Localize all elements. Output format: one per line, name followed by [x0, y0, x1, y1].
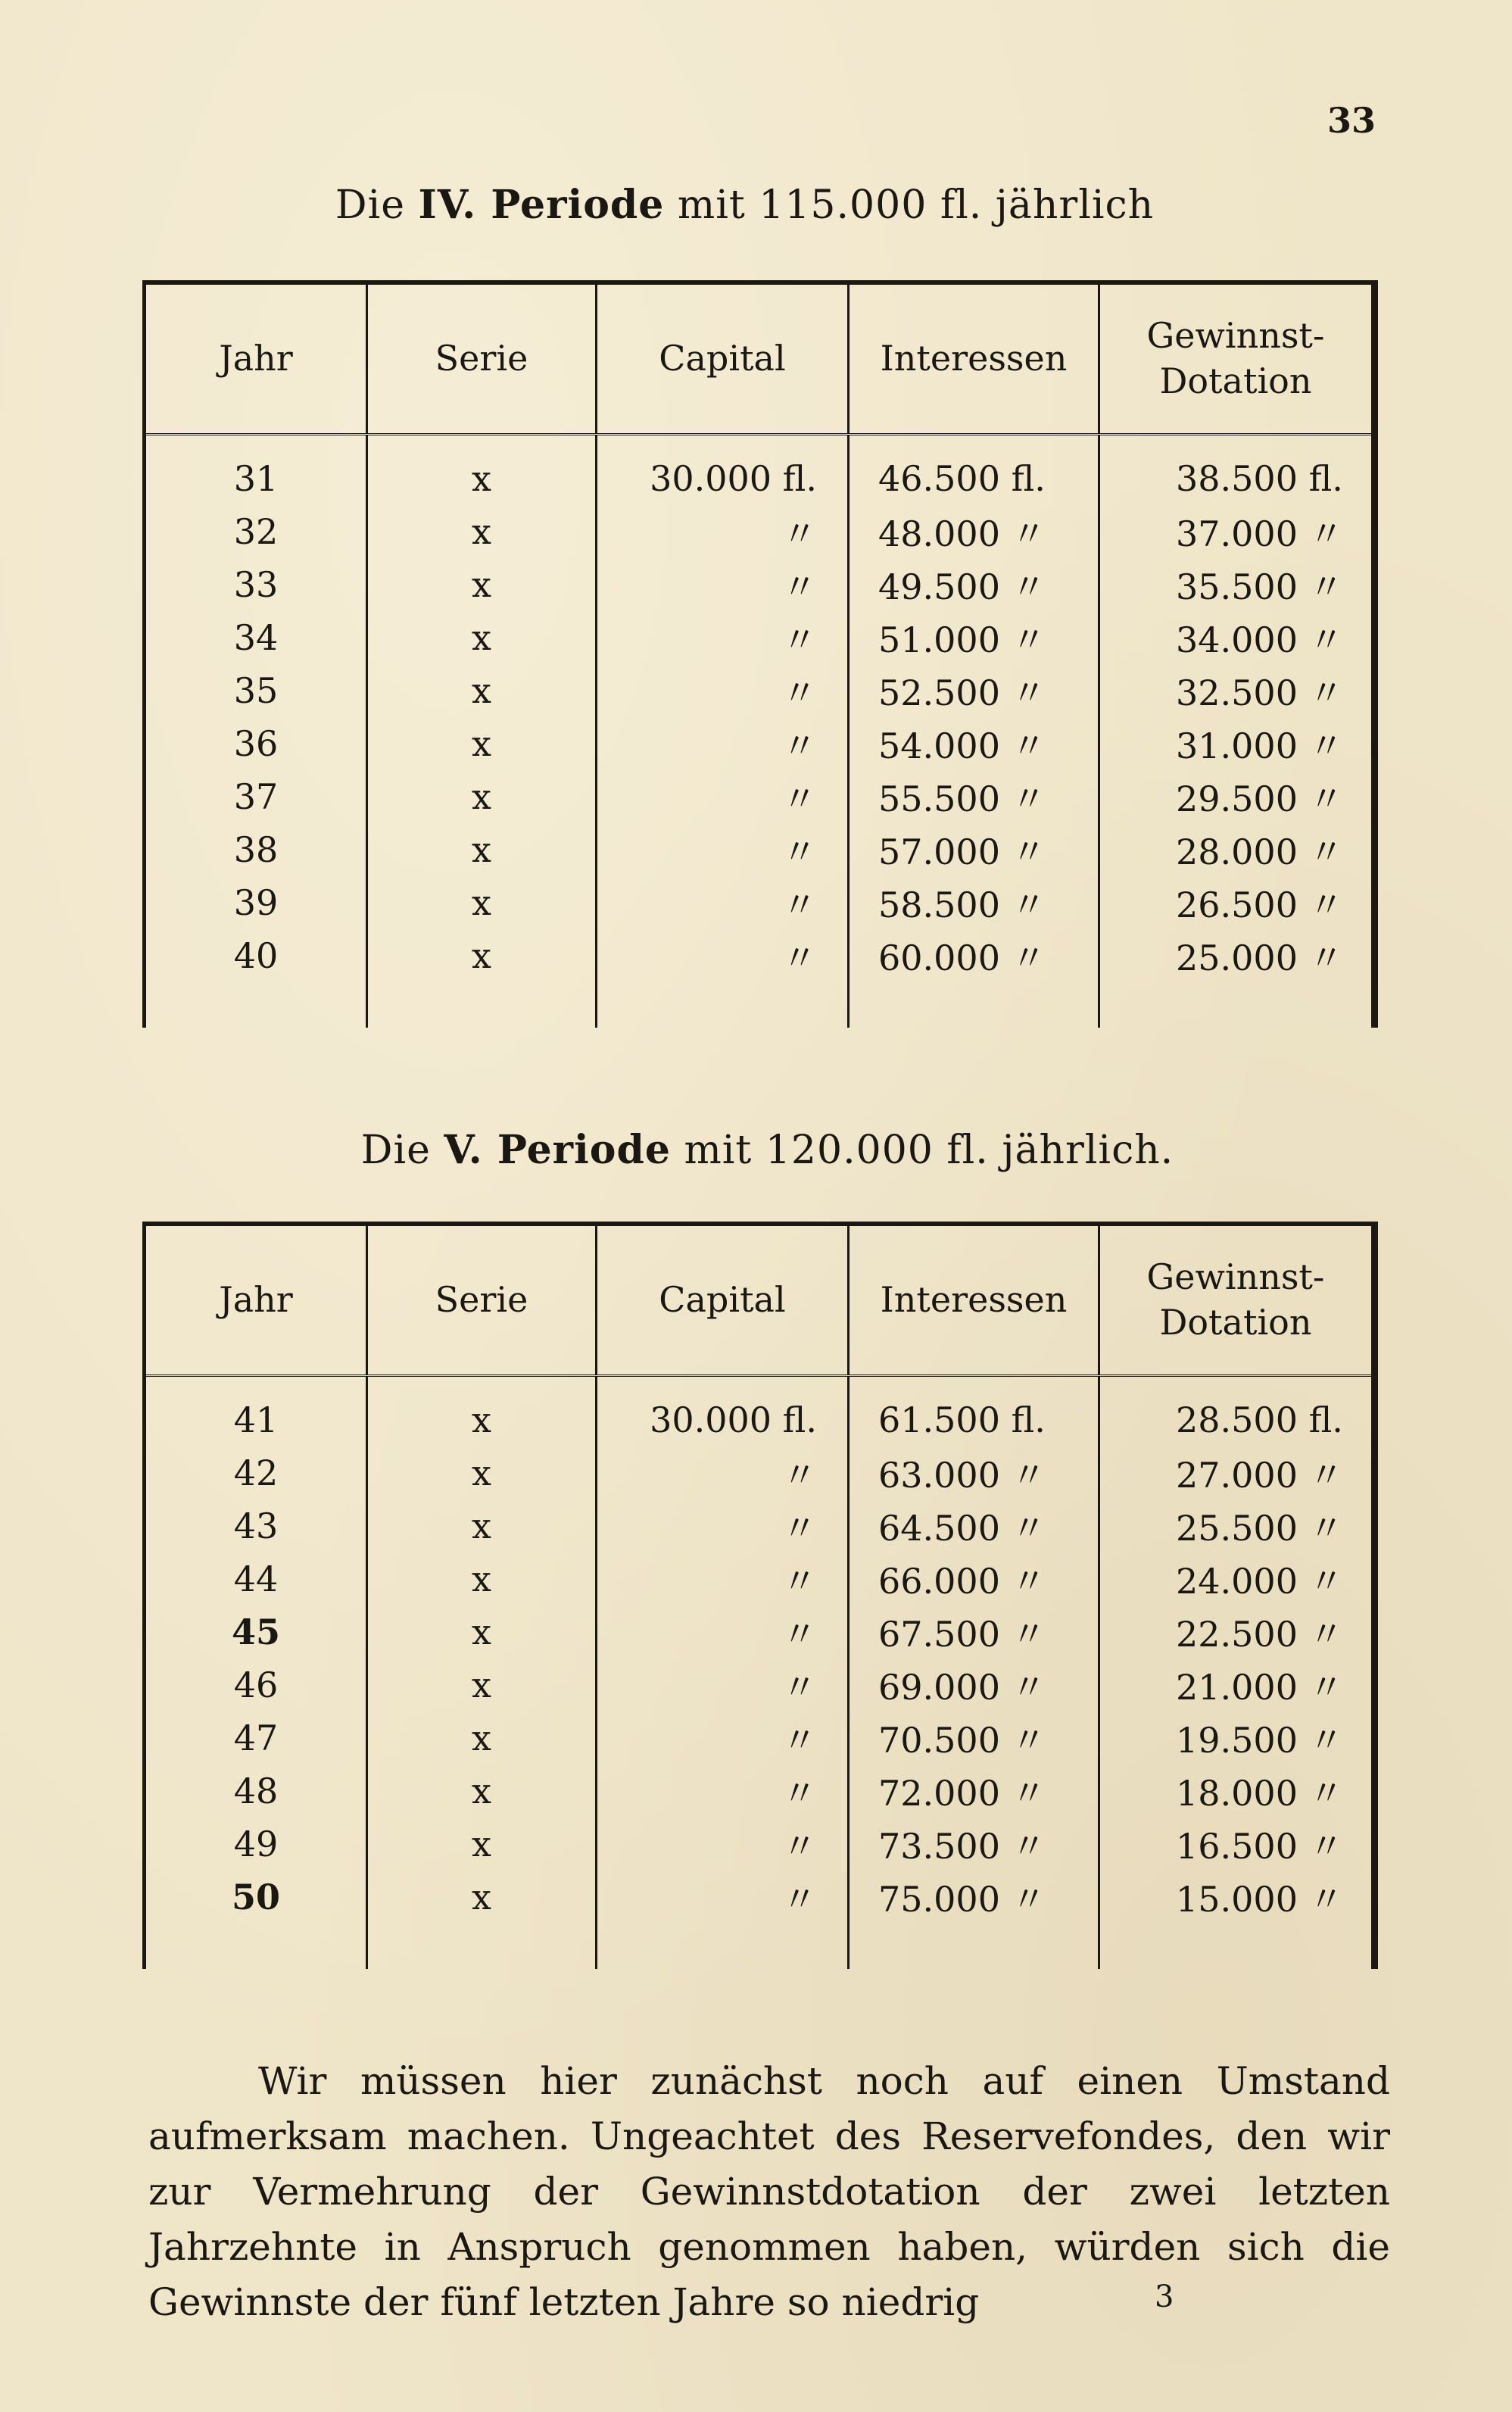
- table-spacer-row: [145, 1924, 1375, 1969]
- cell-serie: x: [367, 1711, 597, 1765]
- title-pre: Die: [360, 1128, 444, 1173]
- table-row: [145, 1552, 1375, 1605]
- cell-serie: x: [367, 1765, 597, 1818]
- title-numeral: V.: [444, 1127, 483, 1173]
- cell-gewinnst-dotation: 25.000 〃: [1176, 938, 1344, 978]
- cell-year: 39: [145, 876, 367, 929]
- cell-serie: x: [367, 505, 597, 558]
- title-numeral: IV.: [418, 182, 477, 228]
- cell-capital: 〃: [597, 1658, 849, 1711]
- title-word: Periode: [482, 1127, 671, 1173]
- cell-year: 33: [145, 558, 367, 611]
- spacer-cell: [145, 982, 367, 1028]
- table-row: [145, 435, 1375, 506]
- cell-interessen: 60.000 〃: [849, 929, 1099, 982]
- section-title-period-4: [0, 182, 1501, 228]
- table-row: [145, 1871, 1375, 1924]
- header-dotation: Dotation: [1159, 360, 1312, 401]
- section-title-period-5: [11, 1127, 1512, 1173]
- cell-gewinnst-dotation: 16.500 〃: [1176, 1826, 1344, 1867]
- cell-capital: 30.000 fl.: [597, 1376, 849, 1447]
- cell-capital: 〃: [597, 929, 849, 982]
- table-row: [145, 1818, 1375, 1871]
- cell-interessen: 72.000 〃: [849, 1765, 1099, 1818]
- cell-interessen: 51.000 〃: [849, 611, 1099, 664]
- cell-interessen: 64.500 〃: [849, 1499, 1099, 1552]
- table-row: [145, 1711, 1375, 1765]
- table-row: [145, 876, 1375, 929]
- title-word: Periode: [476, 182, 665, 228]
- cell-interessen: 61.500 fl.: [849, 1376, 1099, 1447]
- cell-gewinnst-dotation: 37.000 〃: [1176, 513, 1344, 554]
- period-4-table: [142, 280, 1378, 1028]
- cell-year: 50: [145, 1871, 367, 1924]
- table-header-row: [145, 282, 1375, 435]
- cell-interessen: 57.000 〃: [849, 823, 1099, 876]
- table-row: [145, 1765, 1375, 1818]
- cell-gewinnst-dotation: 26.500 〃: [1176, 885, 1344, 925]
- cell-interessen: 75.000 〃: [849, 1871, 1099, 1924]
- cell-serie: x: [367, 823, 597, 876]
- header-interessen: Interessen: [849, 1224, 1099, 1376]
- cell-capital: 〃: [597, 876, 849, 929]
- table-row: [145, 558, 1375, 611]
- cell-capital: 〃: [597, 1711, 849, 1765]
- cell-capital: 〃: [597, 1871, 849, 1924]
- title-post: mit 115.000 fl. jährlich: [664, 183, 1155, 228]
- cell-gewinnst-dotation: 27.000 〃: [1176, 1455, 1344, 1496]
- cell-gewinnst-dotation: 35.500 〃: [1176, 566, 1344, 607]
- cell-capital: 30.000 fl.: [597, 435, 849, 506]
- cell-capital: 〃: [597, 1605, 849, 1658]
- cell-gewinnst-dotation: 24.000 〃: [1176, 1561, 1344, 1602]
- cell-interessen: 63.000 〃: [849, 1446, 1099, 1499]
- body-paragraph: [148, 2054, 1390, 2330]
- cell-year: 38: [145, 823, 367, 876]
- table-header-row: [145, 1224, 1375, 1376]
- cell-serie: x: [367, 1499, 597, 1552]
- cell-gewinnst-dotation: 19.500 〃: [1176, 1720, 1344, 1761]
- cell-serie: x: [367, 1446, 597, 1499]
- spacer-cell: [597, 1924, 849, 1969]
- header-serie: Serie: [367, 1224, 597, 1376]
- cell-serie: x: [367, 929, 597, 982]
- cell-year: 45: [145, 1605, 367, 1658]
- cell-serie: x: [367, 1818, 597, 1871]
- cell-year: 43: [145, 1499, 367, 1552]
- table-row: [145, 1446, 1375, 1499]
- table-row: [145, 505, 1375, 558]
- table-spacer-row: [145, 982, 1375, 1028]
- cell-year: 35: [145, 664, 367, 717]
- header-interessen: Interessen: [849, 282, 1099, 435]
- cell-interessen: 73.500 〃: [849, 1818, 1099, 1871]
- cell-capital: 〃: [597, 558, 849, 611]
- cell-serie: x: [367, 558, 597, 611]
- spacer-cell: [597, 982, 849, 1028]
- cell-interessen: 66.000 〃: [849, 1552, 1099, 1605]
- cell-serie: x: [367, 664, 597, 717]
- cell-serie: x: [367, 770, 597, 823]
- cell-capital: 〃: [597, 1552, 849, 1605]
- cell-serie: x: [367, 435, 597, 506]
- cell-serie: x: [367, 876, 597, 929]
- header-gewinnst: Gewinnst-: [1146, 1256, 1325, 1298]
- cell-interessen: 49.500 〃: [849, 558, 1099, 611]
- table-row: [145, 823, 1375, 876]
- title-pre: Die: [335, 183, 419, 228]
- table-row: [145, 929, 1375, 982]
- cell-year: 40: [145, 929, 367, 982]
- cell-serie: x: [367, 717, 597, 770]
- cell-gewinnst-dotation: 28.500 fl.: [1176, 1399, 1343, 1440]
- cell-capital: 〃: [597, 1446, 849, 1499]
- table-row: [145, 1376, 1375, 1447]
- header-capital: Capital: [597, 282, 849, 435]
- header-capital: Capital: [597, 1224, 849, 1376]
- cell-serie: x: [367, 1605, 597, 1658]
- header-jahr: Jahr: [145, 282, 367, 435]
- spacer-cell: [849, 1924, 1099, 1969]
- spacer-cell: [1099, 1924, 1375, 1969]
- title-post: mit 120.000 fl. jährlich.: [670, 1128, 1174, 1173]
- cell-gewinnst-dotation: 21.000 〃: [1176, 1667, 1344, 1708]
- cell-year: 37: [145, 770, 367, 823]
- cell-interessen: 54.000 〃: [849, 717, 1099, 770]
- cell-year: 47: [145, 1711, 367, 1765]
- cell-gewinnst-dotation: 38.500 fl.: [1176, 458, 1343, 499]
- cell-capital: 〃: [597, 717, 849, 770]
- table-row: [145, 611, 1375, 664]
- header-jahr: Jahr: [145, 1224, 367, 1376]
- cell-year: 34: [145, 611, 367, 664]
- cell-interessen: 48.000 〃: [849, 505, 1099, 558]
- cell-year: 31: [145, 435, 367, 506]
- cell-year: 42: [145, 1446, 367, 1499]
- cell-interessen: 52.500 〃: [849, 664, 1099, 717]
- cell-gewinnst-dotation: 22.500 〃: [1176, 1614, 1344, 1655]
- cell-interessen: 46.500 fl.: [849, 435, 1099, 506]
- cell-year: 49: [145, 1818, 367, 1871]
- cell-capital: 〃: [597, 1765, 849, 1818]
- table-row: [145, 1499, 1375, 1552]
- cell-interessen: 55.500 〃: [849, 770, 1099, 823]
- cell-serie: x: [367, 1552, 597, 1605]
- table-row: [145, 717, 1375, 770]
- cell-year: 46: [145, 1658, 367, 1711]
- cell-capital: 〃: [597, 664, 849, 717]
- cell-capital: 〃: [597, 611, 849, 664]
- cell-gewinnst-dotation: 32.500 〃: [1176, 672, 1344, 713]
- cell-capital: 〃: [597, 1499, 849, 1552]
- table-row: [145, 1605, 1375, 1658]
- cell-gewinnst-dotation: 31.000 〃: [1176, 725, 1344, 766]
- cell-year: 44: [145, 1552, 367, 1605]
- table-row: [145, 1658, 1375, 1711]
- cell-capital: 〃: [597, 505, 849, 558]
- cell-year: 41: [145, 1376, 367, 1447]
- cell-gewinnst-dotation: 15.000 〃: [1176, 1879, 1344, 1920]
- spacer-cell: [145, 1924, 367, 1969]
- spacer-cell: [367, 1924, 597, 1969]
- cell-gewinnst-dotation: 25.500 〃: [1176, 1508, 1344, 1549]
- cell-year: 48: [145, 1765, 367, 1818]
- table-row: [145, 664, 1375, 717]
- header-serie: Serie: [367, 282, 597, 435]
- spacer-cell: [1099, 982, 1375, 1028]
- cell-interessen: 69.000 〃: [849, 1658, 1099, 1711]
- cell-serie: x: [367, 611, 597, 664]
- cell-serie: x: [367, 1376, 597, 1447]
- cell-capital: 〃: [597, 823, 849, 876]
- cell-gewinnst-dotation: 34.000 〃: [1176, 619, 1344, 660]
- cell-interessen: 70.500 〃: [849, 1711, 1099, 1765]
- page-number: 33: [1327, 100, 1376, 141]
- cell-year: 36: [145, 717, 367, 770]
- cell-interessen: 67.500 〃: [849, 1605, 1099, 1658]
- period-5-table: [142, 1222, 1378, 1969]
- header-gewinnst-dotation: [1099, 282, 1375, 435]
- cell-gewinnst-dotation: 28.000 〃: [1176, 832, 1344, 872]
- cell-gewinnst-dotation: 18.000 〃: [1176, 1773, 1344, 1814]
- cell-gewinnst-dotation: 29.500 〃: [1176, 779, 1344, 819]
- paragraph-text: Wir müssen hier zunächst noch auf einen Umstand aufmerksam machen. Ungeachtet des Reservefondes, den wir zur Vermehrung der Gewinnstdotation der zwei letzten Jahrzehnte in Anspruch genommen haben, würden sich die Gewinnste der fünf letzten Jahre so niedrig: [148, 2059, 1390, 2324]
- cell-capital: 〃: [597, 1818, 849, 1871]
- table-row: [145, 770, 1375, 823]
- cell-year: 32: [145, 505, 367, 558]
- cell-interessen: 58.500 〃: [849, 876, 1099, 929]
- cell-serie: x: [367, 1871, 597, 1924]
- signature-mark: 3: [1155, 2279, 1174, 2314]
- cell-serie: x: [367, 1658, 597, 1711]
- header-dotation: Dotation: [1159, 1302, 1312, 1343]
- header-gewinnst-dotation: [1099, 1224, 1375, 1376]
- spacer-cell: [849, 982, 1099, 1028]
- cell-capital: 〃: [597, 770, 849, 823]
- spacer-cell: [367, 982, 597, 1028]
- header-gewinnst: Gewinnst-: [1146, 315, 1325, 357]
